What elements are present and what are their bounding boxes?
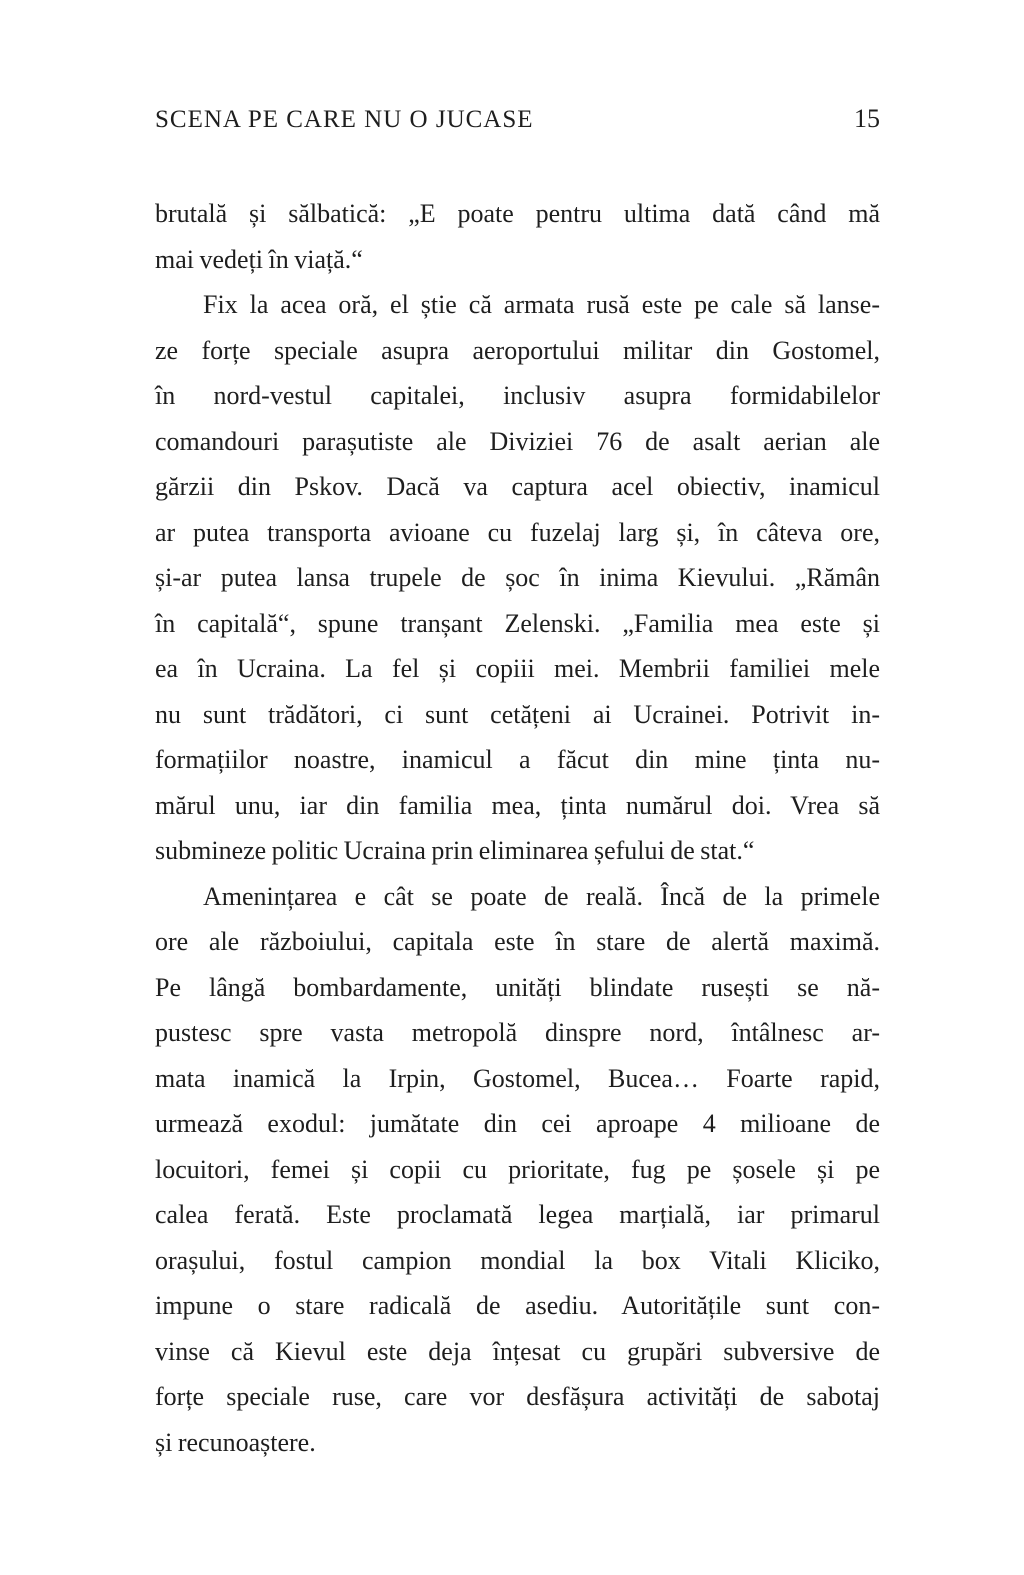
text-line: mai vedeți în viață.“ <box>155 244 363 274</box>
text-line: forțe speciale ruse, care vor desfășura activități de sabotaj <box>155 1382 880 1411</box>
page-body <box>155 191 880 1465</box>
text-line: și-ar putea lansa trupele de șoc în inima Kievului. „Rămân <box>155 563 880 592</box>
text-line: urmează exodul: jumătate din cei aproape 4 milioane de <box>155 1109 880 1138</box>
text-line: pustesc spre vasta metropolă dinspre nord, întâlnesc ar- <box>155 1018 880 1047</box>
text-line: brutală și sălbatică: „E poate pentru ultima dată când mă <box>155 199 880 228</box>
text-line: Amenințarea e cât se poate de reală. Încă de la primele <box>203 881 880 911</box>
text-line: ze forțe speciale asupra aeroportului militar din Gostomel, <box>155 335 880 365</box>
text-line: nu sunt trădători, ci sunt cetățeni ai Ucrainei. Potrivit in- <box>155 699 880 729</box>
text-line: mata inamică la Irpin, Gostomel, Bucea… Foarte rapid, <box>155 1063 880 1093</box>
text-line: orașului, fostul campion mondial la box Vitali Kliciko, <box>155 1245 880 1275</box>
text-line: Pe lângă bombardamente, unități blindate rusești se nă- <box>155 972 880 1002</box>
text-line: vinse că Kievul este deja înțesat cu grupări subversive de <box>155 1336 880 1366</box>
text-line: submineze politic Ucraina prin eliminarea șefului de stat.“ <box>155 836 755 865</box>
text-line: comandouri parașutiste ale Diviziei 76 de asalt aerian ale <box>155 426 880 456</box>
page-number: 15 <box>854 104 880 133</box>
text-line: ar putea transporta avioane cu fuzelaj larg și, în câteva ore, <box>155 517 880 547</box>
text-line: impune o stare radicală de asediu. Autoritățile sunt con- <box>155 1291 880 1320</box>
text-line: ore ale războiului, capitala este în stare de alertă maximă. <box>155 927 880 956</box>
text-line: ea în Ucraina. La fel și copiii mei. Membrii familiei mele <box>155 654 880 683</box>
text-line: calea ferată. Este proclamată legea marțială, iar primarul <box>155 1200 880 1229</box>
text-line: gărzii din Pskov. Dacă va captura acel obiectiv, inamicul <box>155 472 880 501</box>
text-line: formațiilor noastre, inamicul a făcut din mine ținta nu- <box>155 745 880 774</box>
text-line: Fix la acea oră, el știe că armata rusă este pe cale să lanse- <box>203 290 880 319</box>
paragraph <box>155 282 880 874</box>
page-header <box>155 104 880 134</box>
running-title: SCENA PE CARE NU O JUCASE <box>155 106 534 133</box>
text-line: în nord-vestul capitalei, inclusiv asupra formidabilelor <box>155 381 880 410</box>
paragraph <box>155 874 880 1466</box>
text-line: și recunoaștere. <box>155 1427 316 1457</box>
text-line: în capitală“, spune tranșant Zelenski. „Familia mea este și <box>155 608 880 638</box>
text-line: locuitori, femei și copii cu prioritate, fug pe șosele și pe <box>155 1154 880 1184</box>
paragraph <box>155 191 880 282</box>
text-line: mărul unu, iar din familia mea, ținta numărul doi. Vrea să <box>155 790 880 820</box>
